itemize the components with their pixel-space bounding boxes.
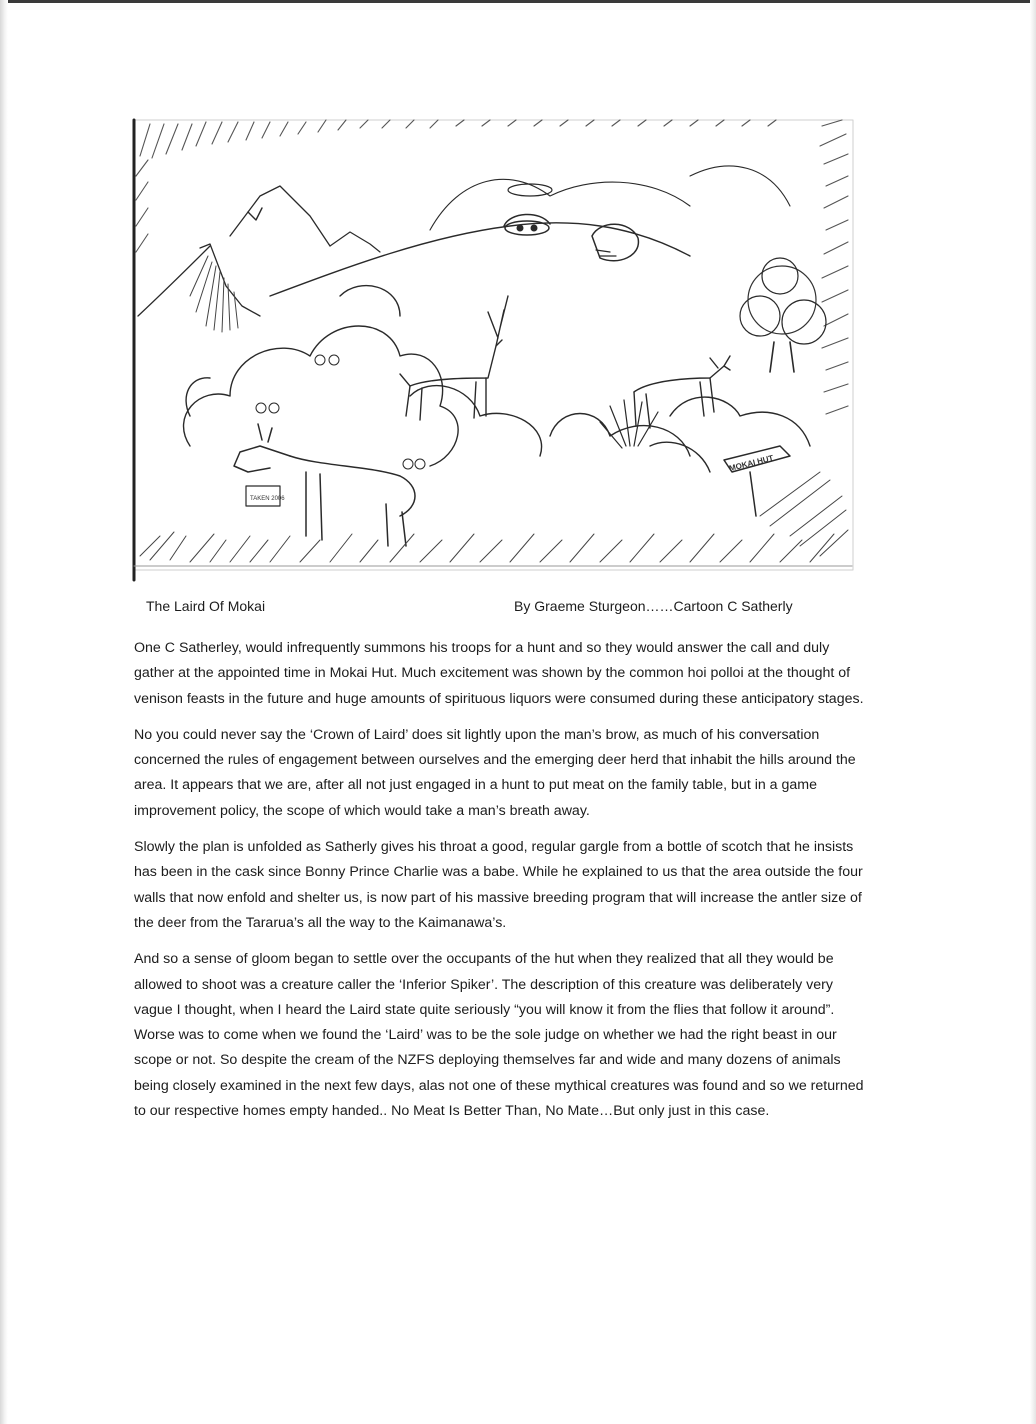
deer-centre (400, 296, 508, 420)
paragraph: And so a sense of gloom began to settle over the occupants of the hut when they realized that all they would be allowed to shoot was a creature caller the ‘Inferior Spiker’. The description of this creature was deliberately very vague I thought, when I heard the Laird state quite seriously “you will know it from the flies that follow it around”. Worse was to come when we found the ‘Laird’ was to be the sole judge on whether we had the right beast in our scope or not. So despite the cream of the NZFS deploying themselves far and wide and many dozens of animals being closely examined in the next few days, alas not one of these mythical creatures was found and so we returned to our respective homes empty handed.. No Meat Is Better Than, No Mate…But only just in this case. (134, 951, 864, 1120)
scan-edge (0, 0, 1036, 3)
cartoon-illustration (130, 116, 856, 582)
scan-shadow-left (0, 0, 8, 1424)
bushes (184, 286, 810, 472)
scan-shadow-right (1030, 0, 1036, 1424)
paragraph: Slowly the plan is unfolded as Satherly gives his throat a good, regular gargle from a bottle of scotch that he insists has been in the cask since Bonny Prince Charlie was a babe. While he explained to us that the area outside the four walls that now enfold and shelter us, is now part of his massive breeding program that will increase the antler size of the deer from the Tararua’s all the way to the Kaimanawa’s. (134, 839, 863, 931)
deer-tag-text: TAKEN 2006 (250, 496, 285, 502)
article-title: The Laird Of Mokai (146, 598, 266, 614)
sky-hatching (136, 120, 848, 414)
paragraph: No you could never say the ‘Crown of Laird’ does sit lightly upon the man’s brow, as much of his conversation concerned the rules of engagement between ourselves and the emerging deer herd that inhabit the hills around the area. It appears that we are, after all not just engaged in a hunt to put meat on the family table, but in a game improvement policy, the scope of which would take a man’s breath away. (134, 726, 856, 819)
sign-text: MOKAI HUT (728, 453, 775, 474)
article-body (134, 636, 864, 1135)
deer-right (634, 356, 730, 428)
paragraph: One C Satherley, would infrequently summons his troops for a hunt and so they would answer the call and duly gather at the appointed time in Mokai Hut. Much excitement was shown by the common hoi polloi at the thought of venison feasts in the future and huge amounts of spirituous liquors were consumed during these anticipatory stages. (134, 640, 864, 707)
article-byline: By Graeme Sturgeon……Cartoon C Satherly (514, 598, 793, 614)
deer-foreground (234, 424, 415, 546)
tree (740, 258, 826, 372)
